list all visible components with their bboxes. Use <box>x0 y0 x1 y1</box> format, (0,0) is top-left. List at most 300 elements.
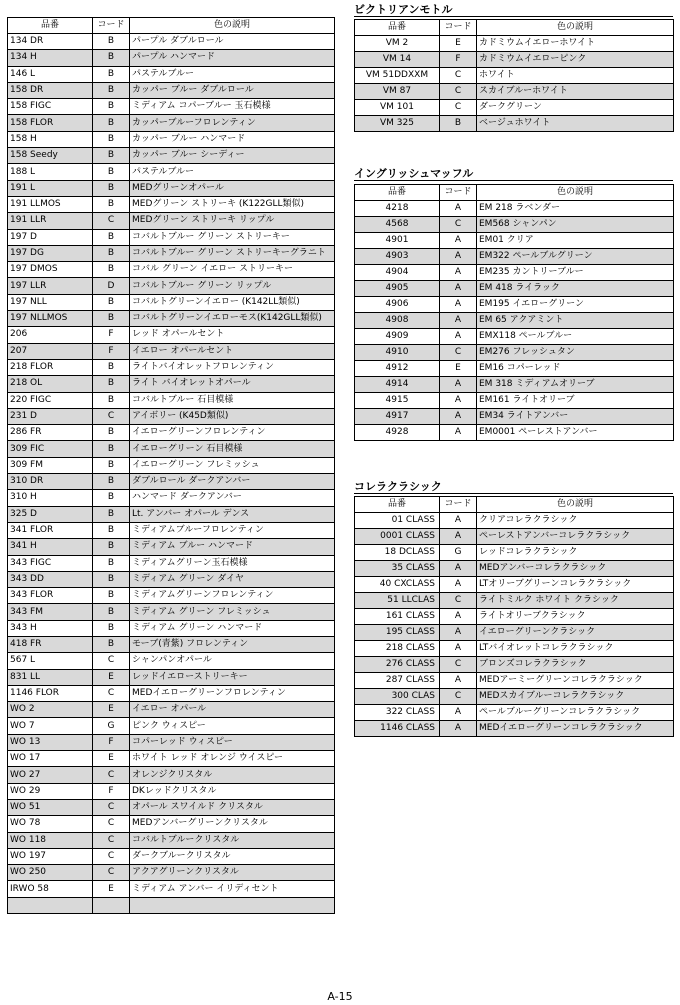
description-cell: EM 318 ミディアムオリーブ <box>477 377 674 393</box>
code-cell: A <box>440 297 477 313</box>
table-row <box>355 625 674 641</box>
table-row <box>355 593 674 609</box>
table-row <box>355 409 674 425</box>
description-cell: EM 418 ライラック <box>477 281 674 297</box>
part-number-cell: 300 CLAS <box>355 689 440 705</box>
description-cell: カドミウムイエローホワイト <box>477 36 674 52</box>
part-number-cell: 191 L <box>8 180 93 196</box>
description-cell: MEDアンバーグリーンクリスタル <box>130 816 335 832</box>
table-row <box>355 689 674 705</box>
code-cell: B <box>93 474 130 490</box>
description-cell: イエロー オパール <box>130 702 335 718</box>
part-number-cell: 146 L <box>8 66 93 82</box>
part-number-cell: 1146 FLOR <box>8 685 93 701</box>
victorian-table <box>354 19 674 132</box>
code-cell: C <box>93 848 130 864</box>
code-cell: C <box>440 689 477 705</box>
description-cell: EM 65 アクアミント <box>477 313 674 329</box>
code-cell: C <box>93 767 130 783</box>
part-number-cell: 831 LL <box>8 669 93 685</box>
part-number-cell: 158 FLOR <box>8 115 93 131</box>
table-row <box>8 343 335 359</box>
table-row <box>8 718 335 734</box>
table-row <box>355 100 674 116</box>
description-cell: イエローグリーンクラシック <box>477 625 674 641</box>
table-row <box>8 783 335 799</box>
part-number-cell: VM 2 <box>355 36 440 52</box>
part-number-cell: IRWO 58 <box>8 881 93 897</box>
description-cell <box>130 897 335 913</box>
code-cell: A <box>440 641 477 657</box>
part-number-cell: 4915 <box>355 393 440 409</box>
code-cell: F <box>93 783 130 799</box>
table-row <box>8 474 335 490</box>
table-row <box>8 164 335 180</box>
description-cell: EM322 ペールブルグリーン <box>477 249 674 265</box>
part-number-cell: 4928 <box>355 425 440 441</box>
victorian-table-header <box>355 20 674 36</box>
code-cell: A <box>440 201 477 217</box>
table-row <box>8 751 335 767</box>
table-row <box>8 327 335 343</box>
table-row <box>8 359 335 375</box>
header-code: コード <box>440 185 477 201</box>
part-number-cell: 191 LLMOS <box>8 196 93 212</box>
part-number-cell: 310 H <box>8 490 93 506</box>
description-cell: レッドイエローストリーキー <box>130 669 335 685</box>
code-cell: A <box>440 425 477 441</box>
table-row <box>355 561 674 577</box>
code-cell: C <box>93 685 130 701</box>
part-number-cell: 325 D <box>8 506 93 522</box>
table-row <box>8 311 335 327</box>
description-cell: ペーレストアンバーコレラクラシック <box>477 529 674 545</box>
description-cell: アイボリー (K45D類似) <box>130 408 335 424</box>
table-row <box>8 50 335 66</box>
table-row <box>8 213 335 229</box>
description-cell: イエローグリーンフロレンティン <box>130 425 335 441</box>
code-cell: C <box>440 657 477 673</box>
header-description: 色の説明 <box>477 20 674 36</box>
part-number-cell: 158 DR <box>8 82 93 98</box>
table-row <box>8 506 335 522</box>
table-row <box>8 392 335 408</box>
description-cell: MEDグリーン ストリーキ リップル <box>130 213 335 229</box>
part-number-cell: 341 FLOR <box>8 522 93 538</box>
table-row <box>8 457 335 473</box>
description-cell: パステルブルー <box>130 164 335 180</box>
description-cell: ミディアム グリーン ハンマード <box>130 620 335 636</box>
table-row <box>8 441 335 457</box>
part-number-cell: 4906 <box>355 297 440 313</box>
code-cell: A <box>440 513 477 529</box>
table-row <box>355 84 674 100</box>
part-number-cell: 191 LLR <box>8 213 93 229</box>
code-cell: C <box>440 217 477 233</box>
code-cell: B <box>93 99 130 115</box>
table-row <box>8 131 335 147</box>
part-number-cell: WO 2 <box>8 702 93 718</box>
code-cell: C <box>440 84 477 100</box>
part-number-cell: 1146 CLASS <box>355 721 440 737</box>
table-row <box>8 636 335 652</box>
part-number-cell: 343 FIGC <box>8 555 93 571</box>
code-cell: B <box>93 50 130 66</box>
header-part-number: 品番 <box>355 497 440 513</box>
part-number-cell: 322 CLASS <box>355 705 440 721</box>
description-cell: ホワイト <box>477 68 674 84</box>
part-number-cell: 197 DG <box>8 245 93 261</box>
part-number-cell: 341 H <box>8 539 93 555</box>
description-cell: MEDイエローグリーンフロレンティン <box>130 685 335 701</box>
code-cell: A <box>440 625 477 641</box>
table-row <box>355 361 674 377</box>
table-row <box>8 816 335 832</box>
code-cell: C <box>440 100 477 116</box>
description-cell: イエロー オパールセント <box>130 343 335 359</box>
header-description: 色の説明 <box>130 18 335 34</box>
english-muffle-table <box>354 184 674 441</box>
table-row <box>8 34 335 50</box>
description-cell: EM276 フレッシュタン <box>477 345 674 361</box>
description-cell: ミディアムグリーンフロレンティン <box>130 588 335 604</box>
description-cell: カッパー ブルー ダブルロール <box>130 82 335 98</box>
code-cell: B <box>93 604 130 620</box>
table-row <box>8 490 335 506</box>
table-row <box>8 376 335 392</box>
code-cell: G <box>440 545 477 561</box>
description-cell: シャンパンオパール <box>130 653 335 669</box>
part-number-cell: 158 Seedy <box>8 148 93 164</box>
description-cell: コバルトグリーンイエローモス(K142GLL類似) <box>130 311 335 327</box>
table-row <box>8 555 335 571</box>
cola-classic-section-title: コレラクラシック <box>354 480 673 494</box>
table-row <box>8 653 335 669</box>
description-cell: EM0001 ペーレストアンバー <box>477 425 674 441</box>
table-row <box>8 294 335 310</box>
table-row <box>355 513 674 529</box>
table-row <box>8 832 335 848</box>
code-cell: C <box>440 68 477 84</box>
part-number-cell: 4909 <box>355 329 440 345</box>
code-cell: F <box>93 327 130 343</box>
code-cell: E <box>440 361 477 377</box>
english-muffle-section-title: イングリッシュマッフル <box>354 167 673 181</box>
description-cell: ホワイト レッド オレンジ ウイスピー <box>130 751 335 767</box>
table-row <box>8 588 335 604</box>
code-cell: A <box>440 329 477 345</box>
code-cell: A <box>440 265 477 281</box>
description-cell: レッド オパールセント <box>130 327 335 343</box>
header-description: 色の説明 <box>477 497 674 513</box>
table-row <box>8 669 335 685</box>
table-row <box>355 377 674 393</box>
part-number-cell: 276 CLASS <box>355 657 440 673</box>
part-number-cell: VM 101 <box>355 100 440 116</box>
description-cell: ミディアム グリーン フレミッシュ <box>130 604 335 620</box>
table-row <box>355 393 674 409</box>
code-cell: B <box>93 66 130 82</box>
main-table-header <box>8 18 335 34</box>
code-cell: B <box>93 229 130 245</box>
part-number-cell: 18 DCLASS <box>355 545 440 561</box>
table-row <box>8 734 335 750</box>
part-number-cell: 01 CLASS <box>355 513 440 529</box>
code-cell: G <box>93 718 130 734</box>
description-cell: カドミウムイエローピンク <box>477 52 674 68</box>
description-cell: ブロンズコレラクラシック <box>477 657 674 673</box>
table-row <box>355 721 674 737</box>
description-cell: コバルトブルー 石目模様 <box>130 392 335 408</box>
table-row <box>8 881 335 897</box>
description-cell: MEDアーミーグリーンコレラクラシック <box>477 673 674 689</box>
part-number-cell: 197 LLR <box>8 278 93 294</box>
description-cell: ダブルロール ダークアンバー <box>130 474 335 490</box>
table-row <box>355 249 674 265</box>
table-row <box>8 66 335 82</box>
code-cell: B <box>93 196 130 212</box>
description-cell: イエローグリーン フレミッシュ <box>130 457 335 473</box>
description-cell: オパール スワイルド クリスタル <box>130 799 335 815</box>
description-cell: ライトバイオレットフロレンティン <box>130 359 335 375</box>
part-number-cell: 197 D <box>8 229 93 245</box>
description-cell: レッドコレラクラシック <box>477 545 674 561</box>
table-row <box>8 196 335 212</box>
description-cell: EM235 カントリーブルー <box>477 265 674 281</box>
part-number-cell: WO 118 <box>8 832 93 848</box>
description-cell: ミディアム コパーブルー 玉石模様 <box>130 99 335 115</box>
description-cell: ミディアムブルーフロレンティン <box>130 522 335 538</box>
table-row <box>355 329 674 345</box>
description-cell: EMX118 ペールブルー <box>477 329 674 345</box>
table-row <box>8 115 335 131</box>
code-cell: B <box>93 180 130 196</box>
table-row <box>355 345 674 361</box>
table-row <box>8 522 335 538</box>
part-number-cell: 51 LLCLAS <box>355 593 440 609</box>
description-cell: ライト バイオレットオパール <box>130 376 335 392</box>
code-cell: B <box>93 131 130 147</box>
table-row <box>355 281 674 297</box>
part-number-cell: 40 CXCLASS <box>355 577 440 593</box>
code-cell: B <box>93 457 130 473</box>
description-cell: EM34 ライトアンバー <box>477 409 674 425</box>
english-table-header <box>355 185 674 201</box>
description-cell: クリアコレラクラシック <box>477 513 674 529</box>
part-number-cell: 0001 CLASS <box>355 529 440 545</box>
part-number-cell: WO 17 <box>8 751 93 767</box>
code-cell: A <box>440 721 477 737</box>
table-row <box>8 604 335 620</box>
part-number-cell: 4914 <box>355 377 440 393</box>
table-row <box>355 425 674 441</box>
header-code: コード <box>440 497 477 513</box>
table-row <box>8 229 335 245</box>
part-number-cell: VM 87 <box>355 84 440 100</box>
part-number-cell: VM 14 <box>355 52 440 68</box>
description-cell: ミディアムグリーン玉石模様 <box>130 555 335 571</box>
part-number-cell: 418 FR <box>8 636 93 652</box>
code-cell: A <box>440 281 477 297</box>
table-row <box>355 705 674 721</box>
code-cell: B <box>93 425 130 441</box>
description-cell: EM195 イエローグリーン <box>477 297 674 313</box>
code-cell: A <box>440 249 477 265</box>
table-row <box>8 82 335 98</box>
table-row <box>8 865 335 881</box>
code-cell: C <box>93 408 130 424</box>
header-part-number: 品番 <box>8 18 93 34</box>
header-description: 色の説明 <box>477 185 674 201</box>
part-number-cell: 4905 <box>355 281 440 297</box>
description-cell: ライトミルク ホワイト クラシック <box>477 593 674 609</box>
description-cell: MEDイエローグリーンコレラクラシック <box>477 721 674 737</box>
code-cell: B <box>93 588 130 604</box>
part-number-cell: WO 250 <box>8 865 93 881</box>
part-number-cell: WO 29 <box>8 783 93 799</box>
part-number-cell: 207 <box>8 343 93 359</box>
part-number-cell: 195 CLASS <box>355 625 440 641</box>
code-cell: A <box>440 409 477 425</box>
code-cell: B <box>93 636 130 652</box>
part-number-cell: 197 DMOS <box>8 262 93 278</box>
table-row <box>8 767 335 783</box>
part-number-cell: 4568 <box>355 217 440 233</box>
part-number-cell: 287 CLASS <box>355 673 440 689</box>
table-row <box>8 180 335 196</box>
part-number-cell: WO 13 <box>8 734 93 750</box>
code-cell: B <box>93 506 130 522</box>
table-row <box>355 265 674 281</box>
table-row <box>8 539 335 555</box>
part-number-cell: 134 H <box>8 50 93 66</box>
part-number-cell: 218 OL <box>8 376 93 392</box>
code-cell: A <box>440 233 477 249</box>
code-cell: B <box>93 115 130 131</box>
code-cell: B <box>93 539 130 555</box>
description-cell: EM16 コパーレッド <box>477 361 674 377</box>
description-cell: パープル ハンマード <box>130 50 335 66</box>
description-cell: スカイブルーホワイト <box>477 84 674 100</box>
table-row <box>355 68 674 84</box>
description-cell: Lt. アンバー オパール デンス <box>130 506 335 522</box>
table-row <box>355 201 674 217</box>
description-cell: DKレッドクリスタル <box>130 783 335 799</box>
description-cell: LTバイオレットコレラクラシック <box>477 641 674 657</box>
description-cell: コバルトブルー グリーン ストリーキーグラニト <box>130 245 335 261</box>
code-cell: B <box>93 311 130 327</box>
description-cell: EM01 クリア <box>477 233 674 249</box>
description-cell: EM568 シャンパン <box>477 217 674 233</box>
description-cell: MEDスカイブルーコレラクラシック <box>477 689 674 705</box>
part-number-cell: 158 FIGC <box>8 99 93 115</box>
part-number-cell: 231 D <box>8 408 93 424</box>
part-number-cell: VM 325 <box>355 116 440 132</box>
code-cell: D <box>93 278 130 294</box>
part-number-cell: 4218 <box>355 201 440 217</box>
description-cell: コバルトブルー グリーン ストリーキー <box>130 229 335 245</box>
table-row <box>8 408 335 424</box>
description-cell: MEDアンバーコレラクラシック <box>477 561 674 577</box>
code-cell: A <box>440 609 477 625</box>
table-row <box>8 685 335 701</box>
table-row <box>8 848 335 864</box>
code-cell: A <box>440 529 477 545</box>
description-cell: コバルトブルークリスタル <box>130 832 335 848</box>
part-number-cell: 343 DD <box>8 571 93 587</box>
table-row <box>8 620 335 636</box>
code-cell: B <box>93 571 130 587</box>
table-row <box>8 799 335 815</box>
code-cell: B <box>93 620 130 636</box>
part-number-cell: 220 FIGC <box>8 392 93 408</box>
code-cell: B <box>93 245 130 261</box>
table-row <box>8 262 335 278</box>
code-cell: B <box>93 555 130 571</box>
code-cell: E <box>93 702 130 718</box>
part-number-cell: 188 L <box>8 164 93 180</box>
code-cell: B <box>93 34 130 50</box>
code-cell: B <box>93 164 130 180</box>
part-number-cell: 567 L <box>8 653 93 669</box>
table-row <box>355 545 674 561</box>
part-number-cell: 197 NLL <box>8 294 93 310</box>
code-cell: A <box>440 673 477 689</box>
part-number-cell: 4904 <box>355 265 440 281</box>
part-number-cell: 218 CLASS <box>355 641 440 657</box>
cola-table-header <box>355 497 674 513</box>
part-number-cell: 4901 <box>355 233 440 249</box>
code-cell: C <box>93 865 130 881</box>
code-cell: B <box>440 116 477 132</box>
part-number-cell: WO 197 <box>8 848 93 864</box>
part-number-cell: VM 51DDXXM <box>355 68 440 84</box>
table-row <box>355 577 674 593</box>
header-code: コード <box>93 18 130 34</box>
code-cell: B <box>93 82 130 98</box>
code-cell: F <box>93 343 130 359</box>
description-cell: ダークグリーン <box>477 100 674 116</box>
description-cell: LTオリーブグリーンコレラクラシック <box>477 577 674 593</box>
part-number-cell: 218 FLOR <box>8 359 93 375</box>
part-number-cell: 309 FM <box>8 457 93 473</box>
description-cell: ハンマード ダークアンバー <box>130 490 335 506</box>
part-number-cell: 134 DR <box>8 34 93 50</box>
code-cell: E <box>93 751 130 767</box>
table-row <box>8 278 335 294</box>
code-cell: B <box>93 262 130 278</box>
part-number-cell: 197 NLLMOS <box>8 311 93 327</box>
header-part-number: 品番 <box>355 20 440 36</box>
part-number-cell <box>8 897 93 913</box>
part-number-cell: 4903 <box>355 249 440 265</box>
code-cell: E <box>440 36 477 52</box>
code-cell: A <box>440 705 477 721</box>
part-number-cell: 161 CLASS <box>355 609 440 625</box>
table-row <box>355 233 674 249</box>
part-number-cell: 158 H <box>8 131 93 147</box>
part-number-cell: WO 78 <box>8 816 93 832</box>
description-cell: ミディアム グリーン ダイヤ <box>130 571 335 587</box>
code-cell: C <box>93 653 130 669</box>
description-cell: イエローグリーン 石目模様 <box>130 441 335 457</box>
code-cell: A <box>440 393 477 409</box>
table-row <box>8 571 335 587</box>
part-number-cell: 309 FIC <box>8 441 93 457</box>
table-row <box>355 217 674 233</box>
code-cell: E <box>93 881 130 897</box>
part-number-cell: 4912 <box>355 361 440 377</box>
